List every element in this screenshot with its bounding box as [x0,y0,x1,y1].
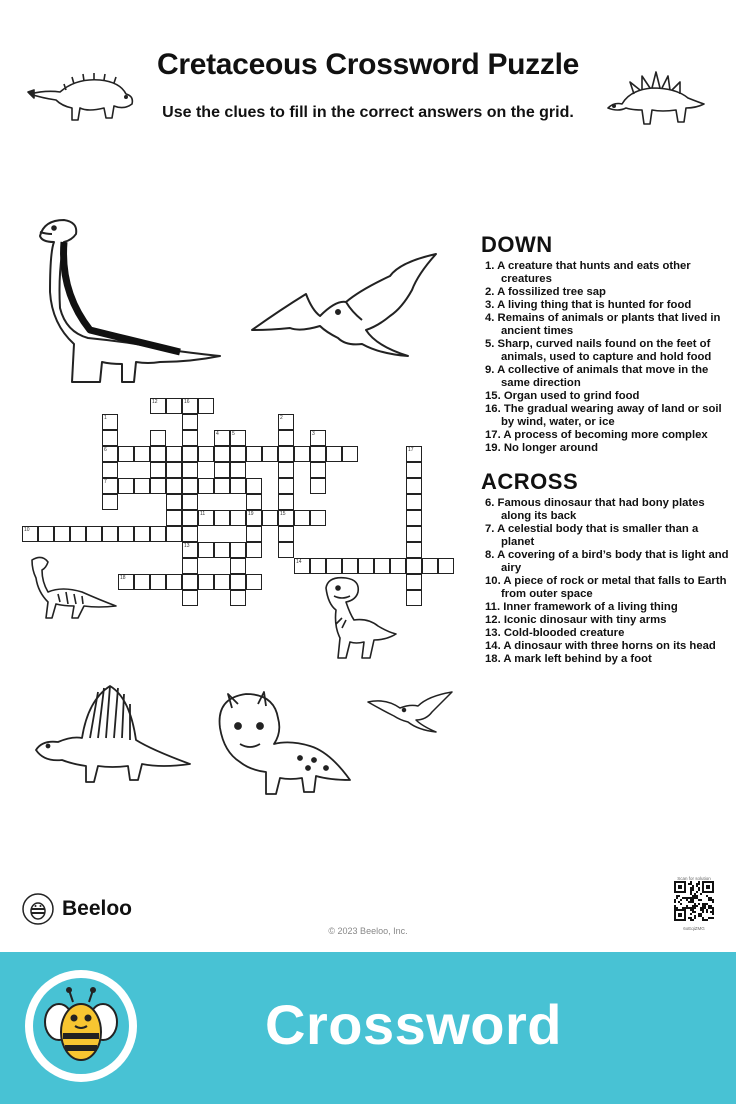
crossword-cell[interactable] [150,574,166,590]
crossword-cell[interactable] [406,478,422,494]
crossword-cell[interactable] [406,558,422,574]
crossword-cell[interactable] [374,558,390,574]
crossword-cell[interactable] [150,446,166,462]
crossword-cell[interactable] [150,398,166,414]
crossword-cell[interactable] [214,574,230,590]
across-clue-7: 7. A celestial body that is smaller than a planet [485,523,699,548]
crossword-cell[interactable] [198,478,214,494]
down-clue-16: 16. The gradual wearing away of land or soil by wind, water, or ice [485,403,722,428]
crossword-cell[interactable] [438,558,454,574]
pterodactyl-illustration [250,250,442,362]
crossword-cell[interactable] [278,510,294,526]
cell-number: 7 [104,479,107,485]
down-clue-15: 15. Organ used to grind food [485,390,640,402]
crossword-cell[interactable] [182,478,198,494]
crossword-cell[interactable] [214,430,230,446]
crossword-cell[interactable] [150,430,166,446]
crossword-cell[interactable] [294,558,310,574]
crossword-cell[interactable] [246,494,262,510]
crossword-cell[interactable] [182,462,198,478]
crossword-cell[interactable] [310,446,326,462]
crossword-cell[interactable] [182,398,198,414]
crossword-cell[interactable] [278,446,294,462]
crossword-cell[interactable] [278,414,294,430]
crossword-cell[interactable] [86,526,102,542]
clues-panel [481,232,731,666]
crossword-cell[interactable] [246,478,262,494]
crossword-cell[interactable] [134,574,150,590]
stegosaurus-illustration [600,60,708,130]
crossword-cell[interactable] [118,526,134,542]
crossword-cell[interactable] [310,430,326,446]
qr-code-block[interactable] [672,876,716,931]
down-clue-2: 2. A fossilized tree sap [485,286,606,298]
crossword-cell[interactable] [278,478,294,494]
crossword-cell[interactable] [406,462,422,478]
down-clue-9: 9. A collective of animals that move in the same direction [485,364,709,389]
crossword-cell[interactable] [310,558,326,574]
crossword-cell[interactable] [326,558,342,574]
down-clue-1: 1. A creature that hunts and eats other creatures [485,260,691,285]
crossword-cell[interactable] [358,558,374,574]
crossword-cell[interactable] [182,494,198,510]
across-clue-13: 13. Cold-blooded creature [485,627,625,639]
across-heading: ACROSS [481,469,579,494]
crossword-cell[interactable] [102,446,118,462]
down-clue-5: 5. Sharp, curved nails found on the feet of animals, used to capture and hold food [485,338,712,363]
crossword-cell[interactable] [102,526,118,542]
bee-mascot-icon [33,978,129,1074]
cell-number: 15 [280,511,286,517]
bottom-banner [0,952,736,1104]
crossword-cell[interactable] [214,462,230,478]
crossword-cell[interactable] [198,446,214,462]
crossword-cell[interactable] [214,510,230,526]
crossword-cell[interactable] [262,510,278,526]
cell-number: 13 [184,543,190,549]
crossword-cell[interactable] [246,446,262,462]
crossword-cell[interactable] [406,542,422,558]
crossword-cell[interactable] [230,574,246,590]
crossword-cell[interactable] [182,414,198,430]
crossword-cell[interactable] [182,574,198,590]
crossword-cell[interactable] [406,574,422,590]
across-clue-12: 12. Iconic dinosaur with tiny arms [485,614,667,626]
down-clue-4: 4. Remains of animals or plants that lived in ancient times [485,312,721,337]
ankylosaurus-illustration [26,66,138,128]
crossword-cell[interactable] [102,430,118,446]
cell-number: 6 [104,447,107,453]
crossword-cell[interactable] [246,574,262,590]
across-clue-14: 14. A dinosaur with three horns on its head [485,640,716,652]
down-clue-3: 3. A living thing that is hunted for food [485,299,692,311]
crossword-cell[interactable] [342,446,358,462]
crossword-cell[interactable] [230,478,246,494]
crossword-cell[interactable] [246,510,262,526]
crossword-cell[interactable] [150,478,166,494]
cell-number: 11 [200,511,206,517]
crossword-cell[interactable] [278,542,294,558]
crossword-cell[interactable] [342,558,358,574]
crossword-cell[interactable] [166,462,182,478]
down-heading: DOWN [481,232,553,257]
crossword-cell[interactable] [310,462,326,478]
crossword-cell[interactable] [150,526,166,542]
crossword-cell[interactable] [406,446,422,462]
crossword-cell[interactable] [182,510,198,526]
crossword-cell[interactable] [182,446,198,462]
crossword-cell[interactable] [166,398,182,414]
crossword-cell[interactable] [134,478,150,494]
cell-number: 10 [24,527,30,533]
crossword-cell[interactable] [198,574,214,590]
bee-mascot-badge [25,970,137,1082]
crossword-cell[interactable] [230,510,246,526]
baby-trex-illustration [316,574,400,664]
crossword-cell[interactable] [278,462,294,478]
crossword-cell[interactable] [166,478,182,494]
crossword-cell[interactable] [102,462,118,478]
across-clue-11: 11. Inner framework of a living thing [485,601,678,613]
crossword-cell[interactable] [38,526,54,542]
crossword-cell[interactable] [118,574,134,590]
crossword-cell[interactable] [198,398,214,414]
copyright-text: © 2023 Beeloo, Inc. [328,926,408,936]
crossword-cell[interactable] [326,446,342,462]
crossword-cell[interactable] [294,446,310,462]
crossword-cell[interactable] [70,526,86,542]
crossword-cell[interactable] [118,478,134,494]
crossword-cell[interactable] [166,526,182,542]
crossword-cell[interactable] [262,446,278,462]
bee-logo-icon [22,893,54,925]
crossword-cell[interactable] [406,590,422,606]
crossword-cell[interactable] [166,446,182,462]
brand-logo [22,893,132,925]
crossword-cell[interactable] [230,590,246,606]
crossword-cell[interactable] [134,526,150,542]
cell-number: 14 [296,559,302,565]
down-clue-19: 19. No longer around [485,442,598,454]
brand-name: Beeloo [62,897,133,920]
qr-code-icon[interactable] [674,881,714,921]
across-clue-list [483,497,731,666]
brachiosaurus-illustration [30,212,226,388]
crossword-cell[interactable] [118,446,134,462]
cell-number: 2 [280,415,283,421]
crossword-cell[interactable] [182,542,198,558]
crossword-cell[interactable] [422,558,438,574]
crossword-cell[interactable] [182,590,198,606]
crossword-cell[interactable] [198,510,214,526]
qr-code-label: 6oEqiZMG [683,926,705,931]
crossword-cell[interactable] [230,446,246,462]
page-title: Cretaceous Crossword Puzzle [156,48,580,81]
across-clue-6: 6. Famous dinosaur that had bony plates along its back [485,497,705,522]
crossword-cell[interactable] [246,542,262,558]
crossword-cell[interactable] [278,430,294,446]
crossword-cell[interactable] [230,462,246,478]
crossword-cell[interactable] [182,526,198,542]
crossword-cell[interactable] [102,494,118,510]
cell-number: 16 [184,399,190,405]
banner-title: Crossword [265,993,562,1056]
crossword-cell[interactable] [214,446,230,462]
crossword-cell[interactable] [22,526,38,542]
cell-number: 18 [120,575,126,581]
crossword-cell[interactable] [310,478,326,494]
across-clue-8: 8. A covering of a bird’s body that is light and airy [485,549,729,574]
crossword-cell[interactable] [214,478,230,494]
crossword-cell[interactable] [214,542,230,558]
crossword-cell[interactable] [406,526,422,542]
cell-number: 1 [104,415,107,421]
crossword-cell[interactable] [134,446,150,462]
crossword-cell[interactable] [166,510,182,526]
crossword-cell[interactable] [406,510,422,526]
crossword-cell[interactable] [294,510,310,526]
qr-caption-top: Scan for solution [677,876,711,881]
cell-number: 5 [232,431,235,437]
triceratops-illustration [210,688,358,800]
crossword-cell[interactable] [246,526,262,542]
crossword-cell[interactable] [182,430,198,446]
cell-number: 17 [408,447,414,453]
crossword-cell[interactable] [390,558,406,574]
across-clue-18: 18. A mark left behind by a foot [485,653,652,665]
down-clue-list [483,260,731,455]
crossword-cell[interactable] [230,558,246,574]
page-subtitle: Use the clues to fill in the correct answers on the grid. [162,104,574,121]
cell-number: 4 [216,431,219,437]
cell-number: 3 [312,431,315,437]
down-clue-17: 17. A process of becoming more complex [485,429,708,441]
crossword-cell[interactable] [310,510,326,526]
cell-number: 12 [152,399,158,405]
crossword-cell[interactable] [278,494,294,510]
crossword-cell[interactable] [166,494,182,510]
crossword-cell[interactable] [278,526,294,542]
crossword-cell[interactable] [182,558,198,574]
across-clue-10: 10. A piece of rock or metal that falls to Earth from outer space [485,575,727,600]
small-pterodactyl-illustration [366,690,454,734]
crossword-cell[interactable] [230,542,246,558]
dimetrodon-illustration [32,680,194,790]
crossword-cell[interactable] [102,478,118,494]
crossword-cell[interactable] [102,414,118,430]
parasaurolophus-illustration [28,552,120,622]
crossword-cell[interactable] [198,542,214,558]
crossword-cell[interactable] [230,430,246,446]
crossword-cell[interactable] [166,574,182,590]
crossword-cell[interactable] [54,526,70,542]
crossword-cell[interactable] [150,462,166,478]
cell-number: 19 [248,511,254,517]
crossword-cell[interactable] [406,494,422,510]
